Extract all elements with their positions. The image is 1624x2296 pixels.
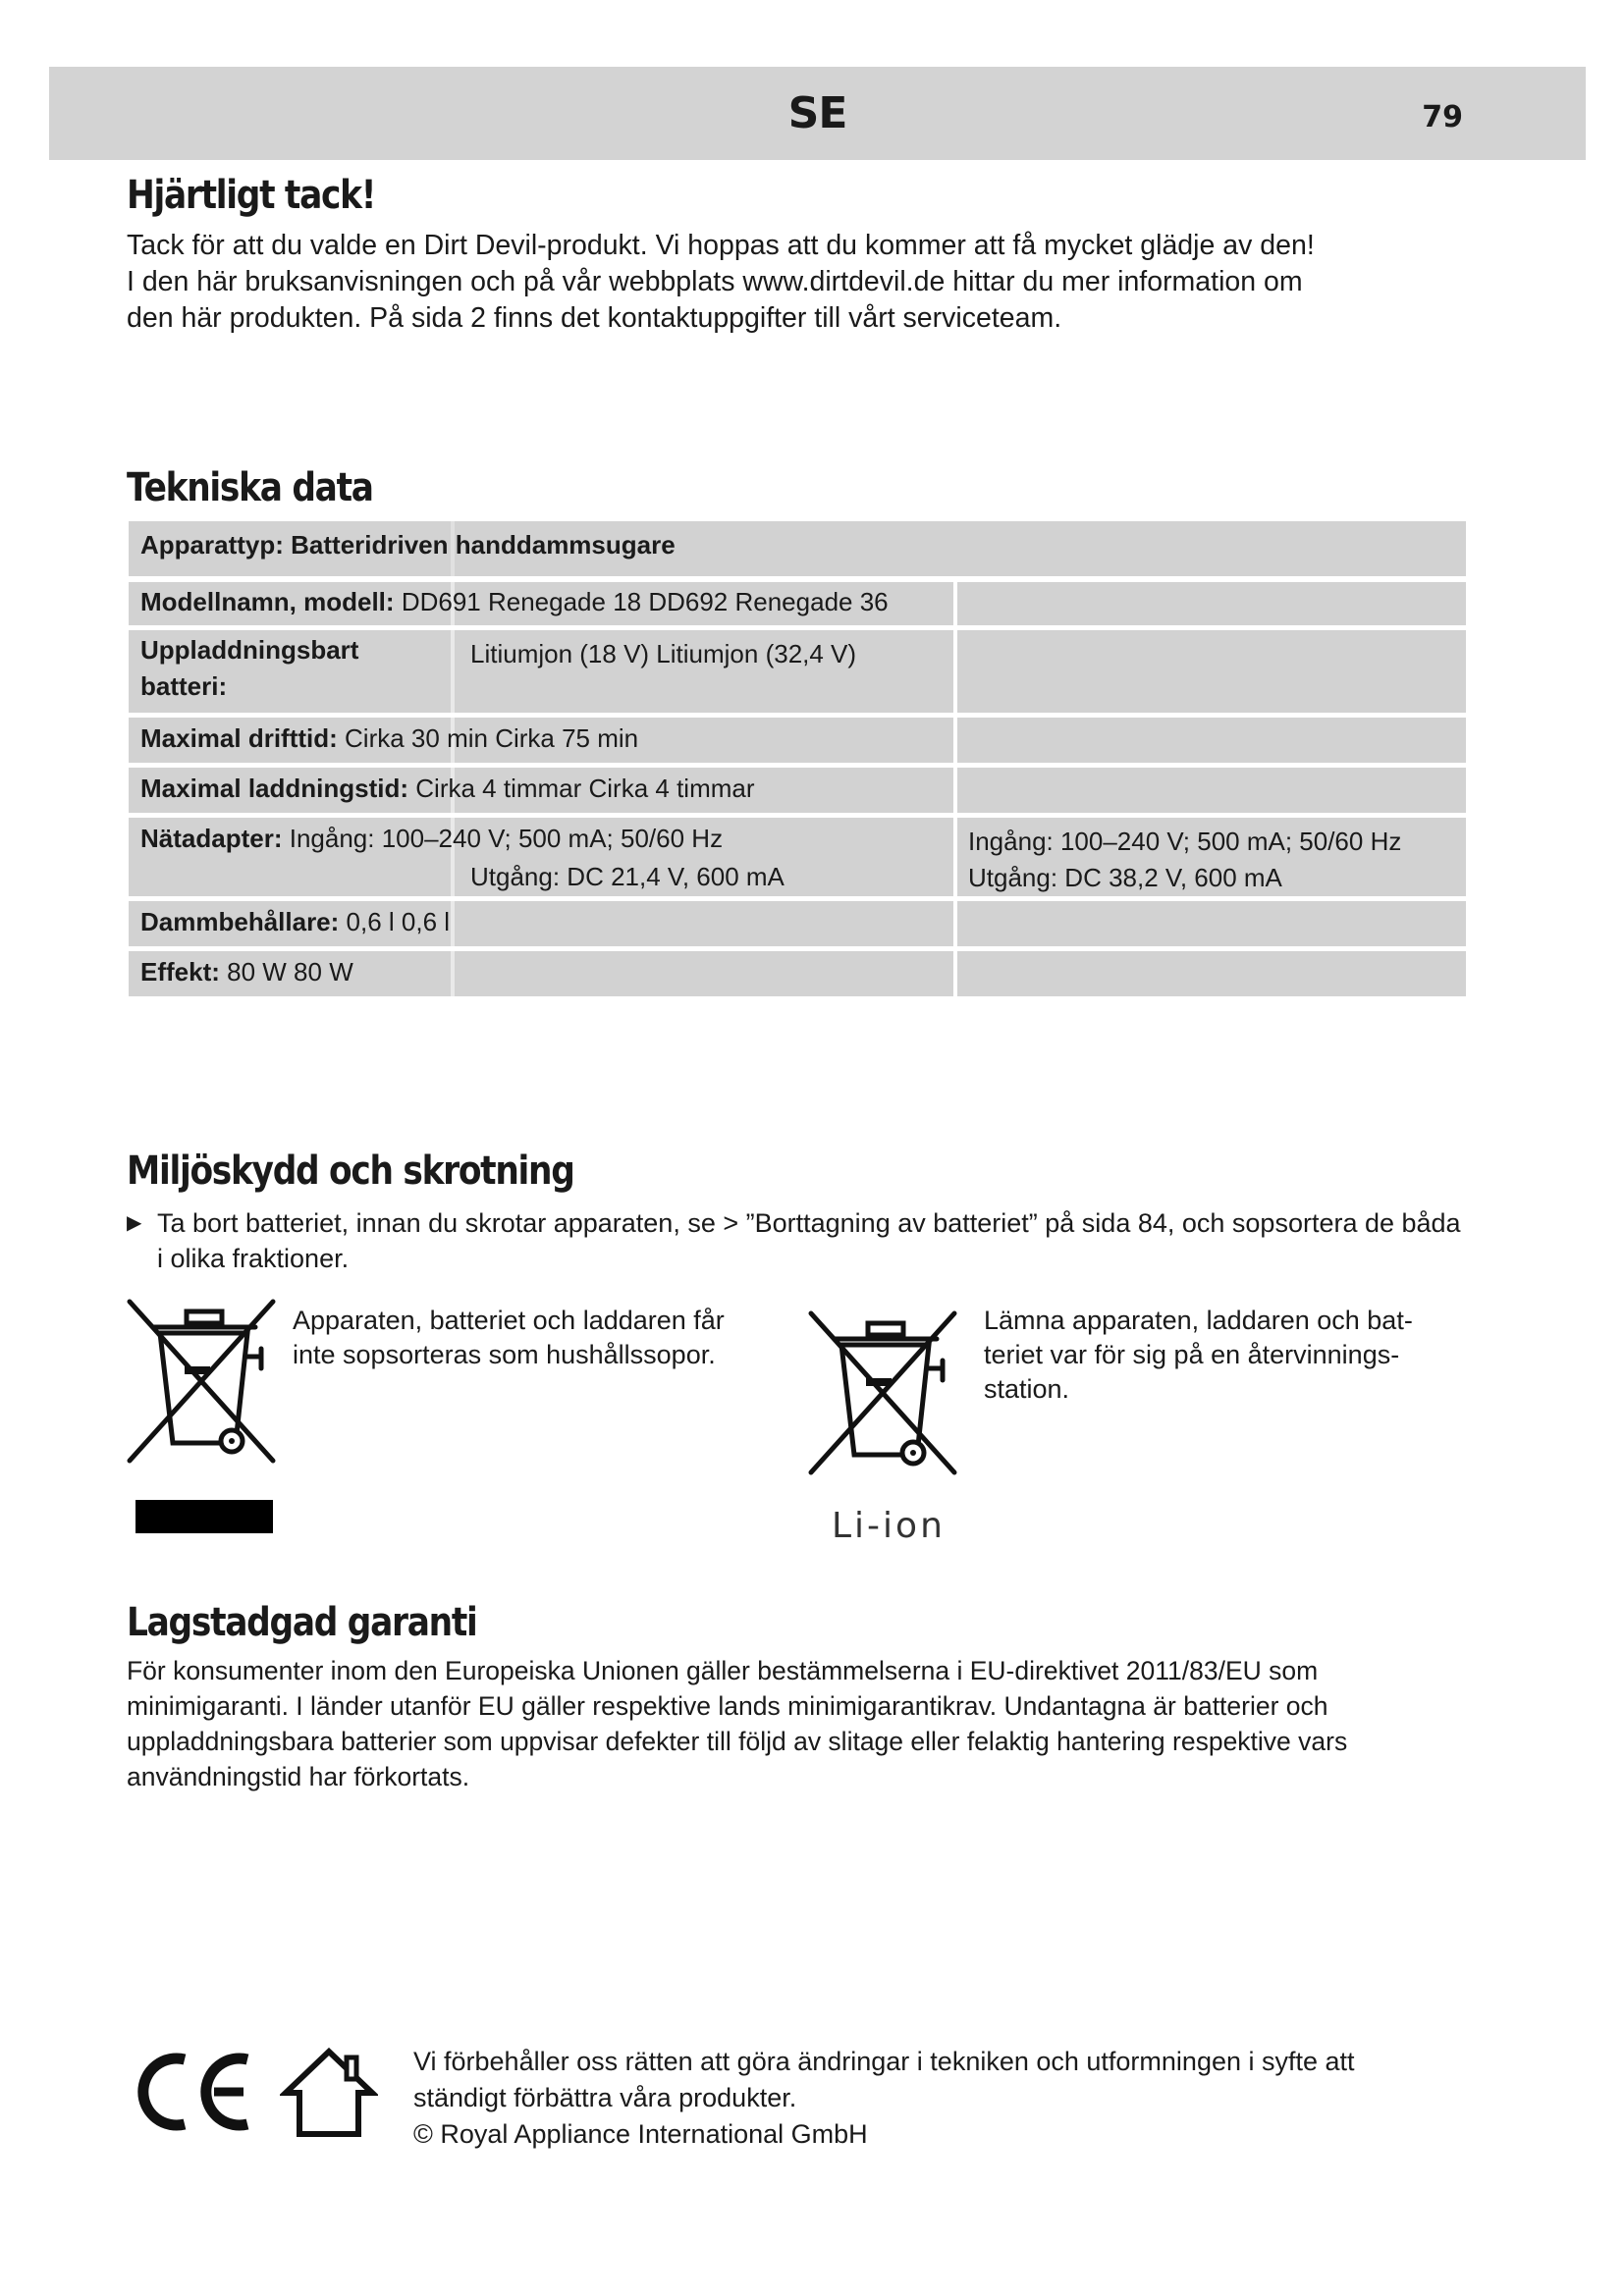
row-label: Effekt: xyxy=(140,957,220,987)
black-bar-mark xyxy=(135,1500,273,1533)
warranty-line: minimigaranti. I länder utanför EU gäller respektive lands minimigarantikrav. Undantagna är batterier och xyxy=(127,1691,1328,1721)
row-value: Cirka 30 min Cirka 75 min xyxy=(345,723,639,753)
row-label: batteri: xyxy=(140,671,228,701)
row-value-line: Utgång: DC 38,2 V, 600 mA xyxy=(968,863,1282,892)
row-value: Ingång: 100–240 V; 500 mA; 50/60 Hz xyxy=(289,824,724,853)
weee-right-line: Lämna apparaten, laddaren och bat- xyxy=(984,1306,1413,1335)
footer-text xyxy=(413,2044,1493,2153)
row-label: Maximal drifttid: xyxy=(140,723,338,753)
tech-table xyxy=(129,521,1466,1001)
row-value-second xyxy=(968,824,1401,896)
crossed-bin-icon xyxy=(126,1298,283,1467)
table-row xyxy=(129,521,1466,576)
environment-title: Miljöskydd och skrotning xyxy=(127,1148,574,1194)
table-row xyxy=(129,718,1466,763)
bin-mark xyxy=(866,1378,892,1386)
weee-left-line: inte sopsorteras som hushållssopor. xyxy=(293,1340,716,1369)
row-value: DD691 Renegade 18 DD692 Renegade 36 xyxy=(401,587,889,616)
row-value: Cirka 4 timmar Cirka 4 timmar xyxy=(415,774,755,803)
bin-mark xyxy=(185,1366,210,1374)
row-label: Dammbehållare: xyxy=(140,907,340,936)
warranty-line: uppladdningsbara batterier som uppvisar defekter till följd av slitage eller felaktig hantering respektive vars xyxy=(127,1727,1348,1756)
language-code: SE xyxy=(787,88,847,138)
bullet-arrow-icon: ▶ xyxy=(127,1212,142,1234)
warranty-title: Lagstadgad garanti xyxy=(127,1600,477,1645)
footer-line: Vi förbehåller oss rätten att göra ändringar i tekniken och utformningen i syfte att xyxy=(413,2047,1355,2076)
footer-line: ständigt förbättra våra produkter. xyxy=(413,2083,797,2112)
weee-left-line: Apparaten, batteriet och laddaren får xyxy=(293,1306,725,1335)
weee-left-text xyxy=(293,1304,725,1372)
footer-line: © Royal Appliance International GmbH xyxy=(413,2119,868,2149)
row-label: Nätadapter: xyxy=(140,824,283,853)
crossed-bin-icon xyxy=(807,1309,964,1478)
row-label: Modellnamn, modell: xyxy=(140,587,395,616)
table-row xyxy=(129,630,1466,713)
thanks-line: I den här bruksanvisningen och på vår webbplats www.dirtdevil.de hittar du mer information om xyxy=(127,266,1303,297)
thanks-paragraph xyxy=(127,228,1472,337)
row-value: 0,6 l 0,6 l xyxy=(346,907,451,936)
row-value: 80 W 80 W xyxy=(227,957,353,987)
table-row xyxy=(129,582,1466,625)
warranty-line: användningstid har förkortats. xyxy=(127,1762,470,1791)
table-row xyxy=(129,768,1466,813)
table-row xyxy=(129,818,1466,896)
thanks-line: Tack för att du valde en Dirt Devil-produkt. Vi hoppas att du kommer att få mycket glädje av den! xyxy=(127,230,1315,261)
weee-right-line: teriet var för sig på en återvinnings- xyxy=(984,1340,1400,1369)
thanks-title: Hjärtligt tack! xyxy=(127,173,376,218)
row-label: Maximal laddningstid: xyxy=(140,774,409,803)
table-row xyxy=(129,951,1466,996)
ce-mark-icon xyxy=(124,2048,261,2136)
indoor-use-house-icon xyxy=(280,2046,378,2140)
warranty-paragraph xyxy=(127,1653,1462,1794)
weee-right-line: station. xyxy=(984,1374,1070,1404)
bullet-text: Ta bort batteriet, innan du skrotar apparaten, se > ”Borttagning av batteriet” på sida 84, och sopsortera de båda i olika fraktioner. xyxy=(157,1208,1461,1273)
page-header xyxy=(49,67,1586,160)
row-label: Apparattyp: xyxy=(140,530,284,560)
row-value: Batteridriven handdammsugare xyxy=(291,530,676,560)
environment-bullet xyxy=(127,1205,1462,1276)
row-value: Utgång: DC 21,4 V, 600 mA xyxy=(470,862,785,891)
thanks-line: den här produkten. På sida 2 finns det kontaktuppgifter till vårt serviceteam. xyxy=(127,302,1062,334)
row-label: Uppladdningsbart xyxy=(140,635,359,665)
table-row xyxy=(129,901,1466,946)
page-number: 79 xyxy=(1422,100,1463,134)
warranty-line: För konsumenter inom den Europeiska Unionen gäller bestämmelserna i EU-direktivet 2011/83/EU som xyxy=(127,1656,1319,1685)
tech-title: Tekniska data xyxy=(127,465,373,510)
row-value: Litiumjon (18 V) Litiumjon (32,4 V) xyxy=(470,639,857,668)
li-ion-label: Li-ion xyxy=(832,1506,946,1546)
weee-right-text xyxy=(984,1304,1413,1407)
row-value-line: Ingång: 100–240 V; 500 mA; 50/60 Hz xyxy=(968,827,1402,856)
